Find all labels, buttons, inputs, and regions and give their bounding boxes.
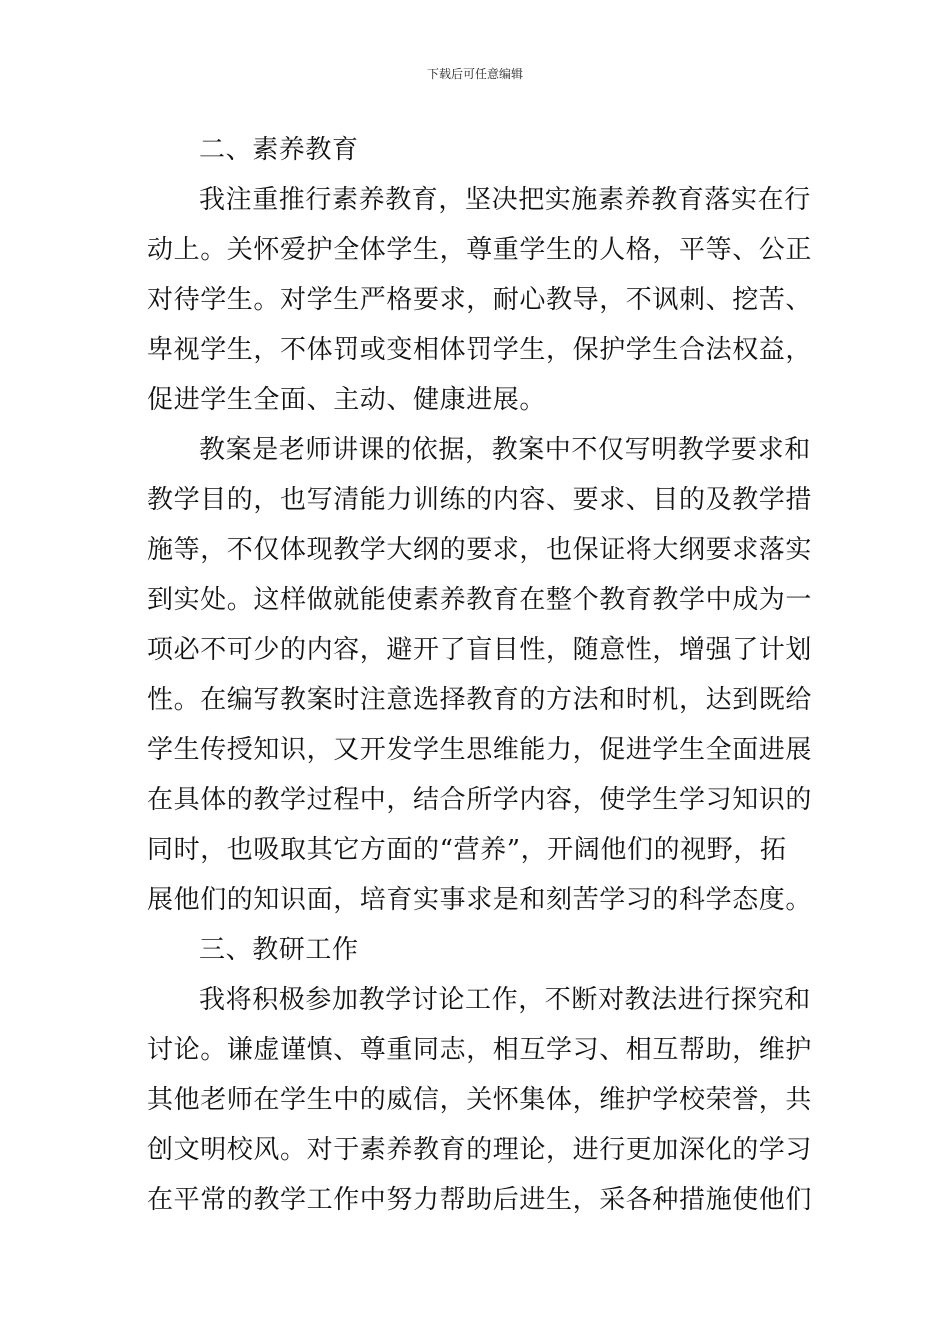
text-line: 在平常的教学工作中努力帮助后进生，采各种措施使他们 [147, 1185, 813, 1215]
section-heading-3: 三、教研工作 [199, 935, 359, 965]
text-line: 施等，不仅体现教学大纲的要求，也保证将大纲要求落实 [147, 535, 813, 565]
text-line: 促进学生全面、主动、健康进展。 [147, 385, 547, 415]
text-line: 我将积极参加教学讨论工作，不断对教法进行探究和 [199, 985, 811, 1015]
text-line: 教学目的，也写清能力训练的内容、要求、目的及教学措 [147, 485, 813, 515]
page-header: 下载后可任意编辑 [426, 67, 523, 81]
text-line: 我注重推行素养教育，坚决把实施素养教育落实在行 [199, 185, 811, 215]
text-line: 其他老师在学生中的威信，关怀集体，维护学校荣誉，共 [147, 1085, 813, 1115]
text-line: 性。在编写教案时注意选择教育的方法和时机，达到既给 [147, 685, 813, 715]
text-line: 在具体的教学过程中，结合所学内容，使学生学习知识的 [147, 785, 813, 815]
text-line: 到实处。这样做就能使素养教育在整个教育教学中成为一 [147, 585, 813, 615]
text-line: 教案是老师讲课的依据，教案中不仅写明教学要求和 [199, 435, 811, 465]
text-line: 对待学生。对学生严格要求，耐心教导，不讽刺、挖苦、 [147, 285, 813, 315]
text-line: 项必不可少的内容，避开了盲目性，随意性，增强了计划 [147, 635, 813, 665]
text-line: 学生传授知识，又开发学生思维能力，促进学生全面进展 [147, 735, 813, 765]
section-heading-2: 二、素养教育 [199, 135, 359, 165]
text-line: 创文明校风。对于素养教育的理论，进行更加深化的学习 [147, 1135, 813, 1165]
text-line: 动上。关怀爱护全体学生，尊重学生的人格，平等、公正 [147, 235, 813, 265]
text-line: 卑视学生，不体罚或变相体罚学生，保护学生合法权益， [147, 335, 813, 365]
text-line: 讨论。谦虚谨慎、尊重同志，相互学习、相互帮助，维护 [147, 1035, 813, 1065]
text-line: 同时，也吸取其它方面的“营养”，开阔他们的视野，拓 [147, 835, 787, 865]
text-line: 展他们的知识面，培育实事求是和刻苦学习的科学态度。 [147, 885, 813, 915]
